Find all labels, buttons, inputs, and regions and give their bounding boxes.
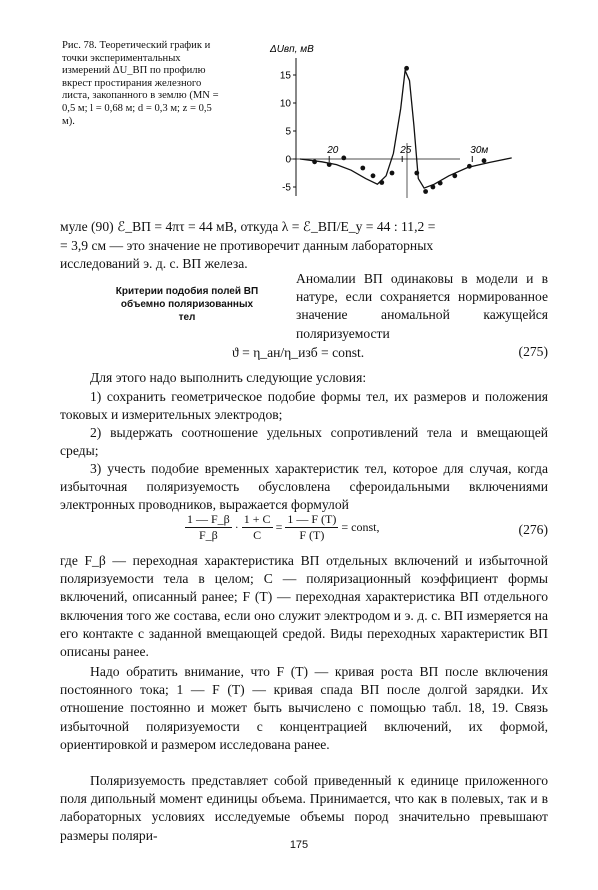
paragraph-6: Надо обратить внимание, что F (T) — кривая роста ВП после включения постоянного тока; 1 — F (T) — кривая спада ВП после долгой зарядки. Их отношение постоянно и может быть вычислено с помощью табл. 18, 19. Связь избыточной поляризуемости с концентрацией включений, их формой, ориентировкой и размером исследована ранее. xyxy=(60,664,548,752)
data-point xyxy=(390,171,395,176)
data-point xyxy=(404,66,409,71)
paragraph-2: 1) сохранить геометрическое подобие формы тел, их размеров и положения токовых и измерительных электродов; xyxy=(60,389,548,423)
equation-276: $\frac{1 — F\_\beta}{F\_\beta}$ · $\frac{1 + C}{C}$ = $\frac{1 — F (T)}{F (T)}$ = const, xyxy=(187,512,380,542)
x-tick-label: 25 xyxy=(400,145,412,156)
paragraph-7: Поляризуемость представляет собой приведенный к единице приложенного поля дипольный момент единицы объема. Принимается, что как в полевых, так и в лабораторных условиях исследуемые объемы пород значительно превышают размеры поляри- xyxy=(60,773,548,843)
paragraph-5: где F_β — переходная характеристика ВП отдельных включений и избыточной поляризуемости тела в целом; C — поляризационный коэффициент формы включений, описанный ранее; F (T) — переходная характеристика ВП отдельного включения того же состава, если оно служит электродом и э. д. с. ВП измеряется на его контакте с заданной вмещающей средой. Виды переходных характеристик ВП описаны ранее. xyxy=(60,553,548,660)
data-point xyxy=(379,180,384,185)
data-point xyxy=(327,162,332,167)
paragraph-3: 2) выдержать соотношение удельных сопротивлений тела и вмещающей среды; xyxy=(60,425,548,459)
data-point xyxy=(360,166,365,171)
y-ticks xyxy=(280,71,296,194)
side-paragraph: Аномалии ВП одинаковы в модели и в натуре, если сохраняется нормированное значение аномальной кажущейся поляризуемости xyxy=(296,271,548,341)
equation-275: ϑ = η_ан/η_изб = const. xyxy=(232,345,365,360)
data-point xyxy=(414,171,419,176)
data-point xyxy=(482,158,487,163)
x-tick-label: 20 xyxy=(327,145,339,156)
formula-line-1: муле (90) ℰ_ВП = 4πτ = 44 мВ, откуда λ = ℰ_ВП/E_у = 44 : 11,2 = xyxy=(60,219,436,234)
paragraph-4: 3) учесть подобие временных характеристик тел, которое для случая, когда избыточная поляризуемость обусловлена сфероидальными включениями электронных проводников, выражается формулой xyxy=(60,461,548,513)
theoretical-curve xyxy=(300,71,512,189)
data-point xyxy=(312,159,317,164)
data-point xyxy=(371,173,376,178)
eq276-num1: 1 — F_β xyxy=(187,512,230,526)
y-tick-label: -5 xyxy=(282,182,291,194)
equation-276-number: (276) xyxy=(518,522,548,537)
paragraph-1: Для этого надо выполнить следующие условия: xyxy=(90,370,367,385)
eq276-den1: F_β xyxy=(199,528,218,542)
measurement-points xyxy=(312,66,489,194)
y-tick-label: 10 xyxy=(279,98,291,110)
formula-line-2: = 3,9 см — это значение не противоречит данным лабораторных xyxy=(60,238,434,253)
eq276-den2: C xyxy=(253,528,262,542)
data-point xyxy=(431,185,436,190)
equation-275-number: (275) xyxy=(518,344,548,359)
figure-caption: Рис. 78. Теоретический график и точки экспериментальных измерений ΔU_ВП по профилю вкрест простирания железного листа, закопанного в землю (MN = 0,5 м; l = 0,68 м; d = 0,3 м; z = 0,5 м). xyxy=(62,40,219,127)
y-tick-label: 5 xyxy=(285,126,291,138)
data-point xyxy=(438,181,443,186)
y-axis-label: ΔUвп, мВ xyxy=(270,44,314,55)
eq276-den3: F (T) xyxy=(299,528,325,542)
data-point xyxy=(423,189,428,194)
data-point xyxy=(467,164,472,169)
data-point xyxy=(341,156,346,161)
eq276-num3: 1 — F (T) xyxy=(287,512,337,526)
eq276-num2: 1 + C xyxy=(243,512,271,526)
y-tick-label: 0 xyxy=(285,154,291,166)
data-point xyxy=(452,173,457,178)
x-tick-label: 30м xyxy=(470,145,489,156)
page-number: 175 xyxy=(289,839,309,851)
side-heading: Критерии подобия полей ВП объемно поляризованных тел xyxy=(115,286,259,323)
y-tick-label: 15 xyxy=(279,70,291,82)
formula-line-3: исследований э. д. с. ВП железа. xyxy=(60,256,248,271)
figure-chart xyxy=(260,38,489,203)
eq276-tail: = const, xyxy=(341,520,380,534)
